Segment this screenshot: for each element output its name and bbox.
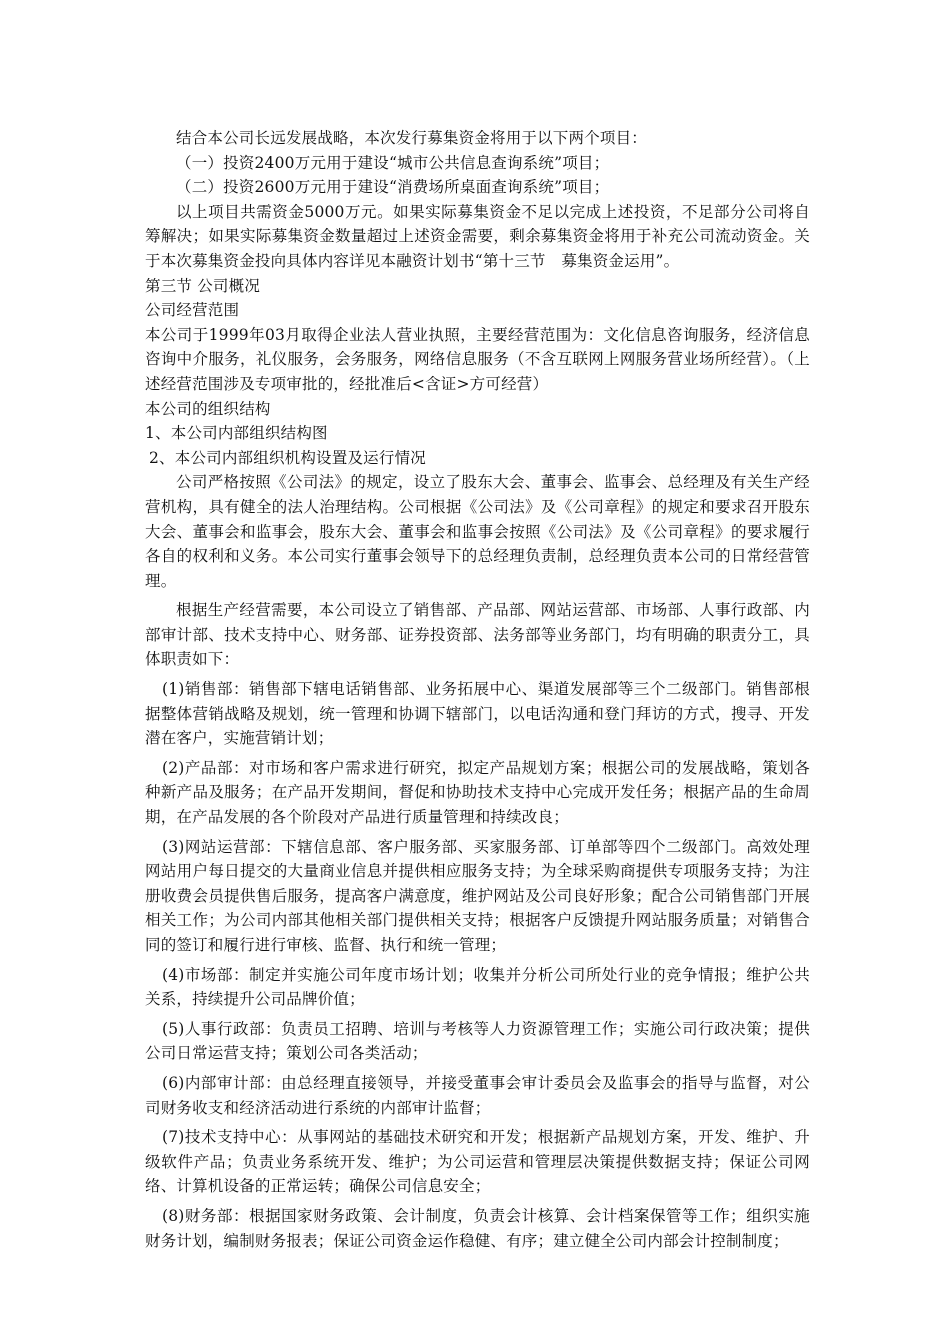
org-chart-heading: 1、本公司内部组织结构图 xyxy=(145,424,328,443)
business-scope-paragraph: 本公司于1999年03月取得企业法人营业执照，主要经营范围为：文化信息咨询服务，经济信息咨询中介服务，礼仪服务，会务服务，网络信息服务（不含互联网上网服务营业场所经营）。（上述经营范围涉及专项审批的，经批准后<含证>方可经营） xyxy=(145,325,810,393)
dept-internal-audit: (6)内部审计部：由总经理直接领导，并接受董事会审计委员会及监事会的指导与监督，对公司财务收支和经济活动进行系统的内部审计监督； xyxy=(145,1073,810,1117)
dept-website-ops: (3)网站运营部：下辖信息部、客户服务部、买家服务部、订单部等四个二级部门。高效处理网站用户每日提交的大量商业信息并提供相应服务支持；为全球采购商提供专项服务支持；为注册收费会员提供售后服务，提高客户满意度，维护网站及公司良好形象；配合公司销售部门开展相关工作；为公司内部其他相关部门提供相关支持；根据客户反馈提升网站服务质量；对销售合同的签订和履行进行审核、监督、执行和统一管理； xyxy=(145,837,810,954)
funding-paragraph: 以上项目共需资金5000万元。如果实际募集资金不足以完成上述投资，不足部分公司将自筹解决；如果实际募集资金数量超过上述资金需要，剩余募集资金将用于补充公司流动资金。关于本次募集资金投向具体内容详见本融资计划书“第十三节 募集资金运用”。 xyxy=(145,202,810,270)
project-item-1: （一）投资2400万元用于建设“城市公共信息查询系统”项目； xyxy=(176,153,610,172)
section-heading: 第三节 公司概况 xyxy=(145,276,261,295)
dept-finance: (8)财务部：根据国家财务政策、会计制度，负责会计核算、会计档案保管等工作；组织实施财务计划，编制财务报表；保证公司资金运作稳健、有序；建立健全公司内部会计控制制度； xyxy=(145,1206,810,1250)
dept-product: (2)产品部：对市场和客户需求进行研究，拟定产品规划方案；根据公司的发展战略，策划各种新产品及服务；在产品开发期间，督促和协助技术支持中心完成开发任务；根据产品的生命周期，在产品发展的各个阶段对产品进行质量管理和持续改良； xyxy=(145,758,810,827)
intro-paragraph: 结合本公司长远发展战略，本次发行募集资金将用于以下两个项目： xyxy=(176,129,648,147)
dept-marketing: (4)市场部：制定并实施公司年度市场计划；收集并分析公司所处行业的竞争情报；维护公共关系，持续提升公司品牌价值； xyxy=(145,965,810,1009)
subheading-business-scope: 公司经营范围 xyxy=(145,301,240,320)
departments-paragraph: 根据生产经营需要，本公司设立了销售部、产品部、网站运营部、市场部、人事行政部、内部审计部、技术支持中心、财务部、证券投资部、法务部等业务部门，均有明确的职责分工，具体职责如下： xyxy=(145,601,810,669)
org-setup-heading: 2、本公司内部组织机构设置及运行情况 xyxy=(149,448,426,467)
project-item-2: （二）投资2600万元用于建设“消费场所桌面查询系统”项目； xyxy=(176,178,610,197)
dept-tech-support: (7)技术支持中心：从事网站的基础技术研究和开发；根据新产品规划方案，开发、维护、升级软件产品；负责业务系统开发、维护；为公司运营和管理层决策提供数据支持；保证公司网络、计算机设备的正常运转；确保公司信息安全； xyxy=(145,1128,810,1196)
document-body xyxy=(145,126,810,1253)
subheading-org-structure: 本公司的组织结构 xyxy=(145,399,271,418)
dept-hr-admin: (5)人事行政部：负责员工招聘、培训与考核等人力资源管理工作；实施公司行政决策；提供公司日常运营支持；策划公司各类活动； xyxy=(145,1019,810,1063)
dept-sales: (1)销售部：销售部下辖电话销售部、业务拓展中心、渠道发展部等三个二级部门。销售部根据整体营销战略及规划，统一管理和协调下辖部门，以电话沟通和登门拜访的方式，搜寻、开发潜在客户，实施营销计划； xyxy=(145,680,810,748)
governance-paragraph: 公司严格按照《公司法》的规定，设立了股东大会、董事会、监事会、总经理及有关生产经营机构，具有健全的法人治理结构。公司根据《公司法》及《公司章程》的规定和要求召开股东大会、董事会和监事会，股东大会、董事会和监事会按照《公司法》及《公司章程》的要求履行各自的权利和义务。本公司实行董事会领导下的总经理负责制，总经理负责本公司的日常经营管理。 xyxy=(145,473,810,590)
